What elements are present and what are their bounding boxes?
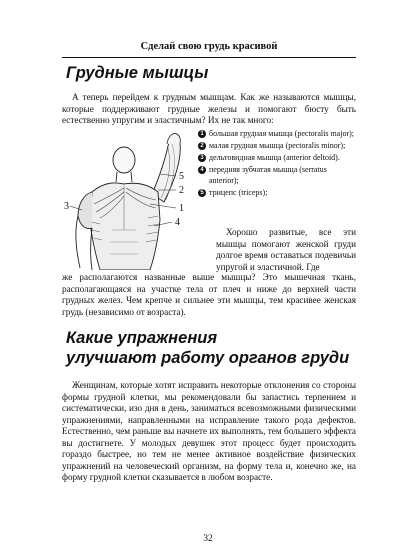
muscle-name: малая грудная мышца (pectoralis minor); xyxy=(209,141,346,150)
muscle-list-item xyxy=(198,140,358,151)
figure-label-1: 1 xyxy=(179,203,184,214)
page-number: 32 xyxy=(203,534,213,544)
figure-label-4: 4 xyxy=(175,217,180,228)
section-title-pectoral-muscles: Грудные мышцы xyxy=(66,64,209,82)
muscle-name: трицепс (triceps); xyxy=(209,188,268,197)
muscle-list-item xyxy=(198,152,358,163)
section-title-line-1: Какие упражнения xyxy=(66,329,218,347)
muscle-list-item xyxy=(198,187,358,198)
figure-label-5: 5 xyxy=(179,171,184,182)
muscle-name: передняя зубчатая мышца (serratus anterior); xyxy=(209,165,327,185)
number-badge: 3 xyxy=(198,154,206,162)
muscle-list xyxy=(198,128,358,199)
figure-label-2: 2 xyxy=(179,185,184,196)
figure-label-3: 3 xyxy=(64,201,69,212)
number-badge: 1 xyxy=(198,130,206,138)
muscle-anatomy-illustration xyxy=(64,130,196,270)
exercise-paragraph: Женщинам, которые хотят исправить некоторые отклонения со стороны формы грудной клетки, мы рекомендовали бы запастись терпением и систематически, изо дня в день, заниматься всевозможными физическими упражнениями, направленными на исправление такого рода дефектов. Естественно, чем раньше вы начнете их выполнять, тем большего эффекта вы достигнете. У молодых девушек этот процесс будет происходить гораздо быстрее, но тем не менее активное воздействие физических упражнений на человеческий организм, на форму тела и, конечно же, на форму грудной клетки сказывается в любом возрасте. xyxy=(62,380,356,482)
intro-paragraph: А теперь перейдем к грудным мышцам. Как же называются мышцы, которые поддерживают грудные железы и помогают бюсту быть естественно упругим и эластичным? Их не так много: xyxy=(62,92,356,125)
running-head: Сделай свою грудь красивой xyxy=(140,41,278,52)
number-badge: 4 xyxy=(198,166,206,174)
side-paragraph: Хорошо развитые, все эти мышцы помогают женской груди долгое время оставаться подевичьи упругой и эластичной. Где xyxy=(216,227,356,272)
number-badge: 5 xyxy=(198,189,206,197)
muscle-list-item xyxy=(198,164,358,186)
muscle-list-item xyxy=(198,128,358,139)
number-badge: 2 xyxy=(198,142,206,150)
muscle-name: большая грудная мышца (pectoralis major); xyxy=(209,129,354,138)
header-rule xyxy=(62,57,356,58)
continuation-paragraph: же располагаются названные выше мышцы? Это мышечная ткань, располагающаяся на участке тела от плеч и ниже до верхней части грудных желез. Чем крепче и сильнее эти мышцы, тем красивее женская грудь (независимо от возраста). xyxy=(62,272,356,317)
muscle-name: дельтовидная мышца (anterior deltoid). xyxy=(209,153,340,162)
section-title-line-2: улучшают работу органов груди xyxy=(66,349,350,367)
